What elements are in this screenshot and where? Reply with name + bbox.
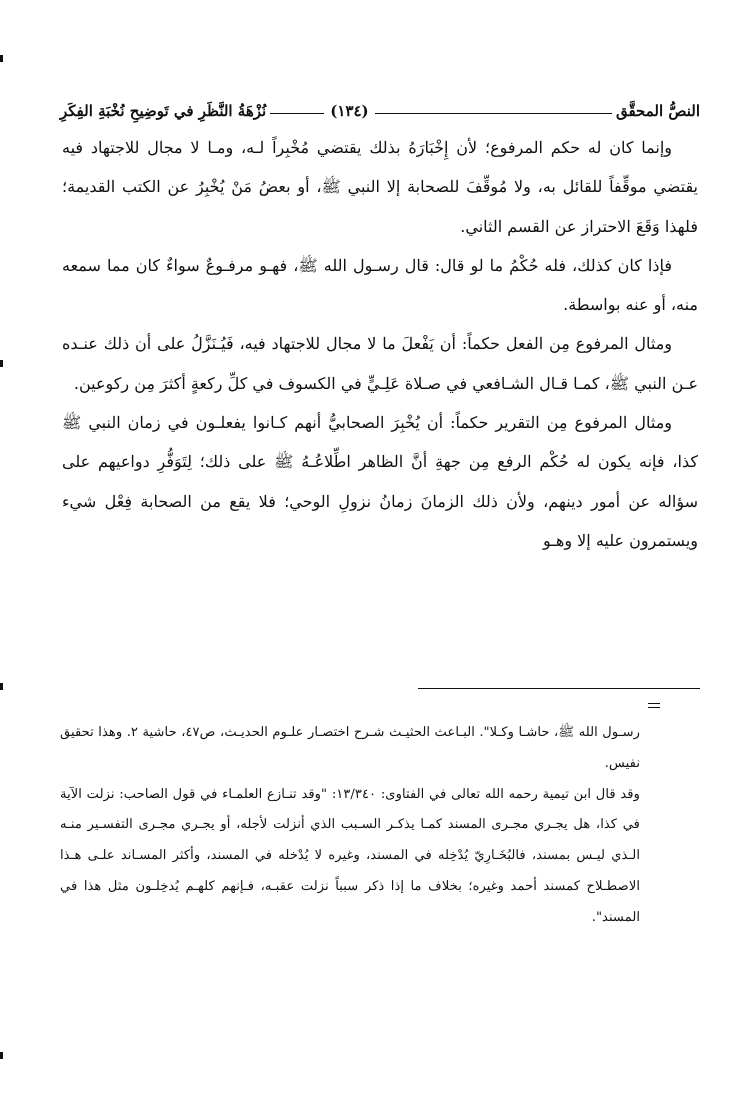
margin-mark-bottom: [0, 1052, 3, 1059]
margin-mark-top: [0, 55, 3, 62]
footnotes: [60, 718, 640, 934]
footnote-continuation-mark: [648, 703, 660, 711]
footnote-separator: [418, 688, 700, 689]
footnote-line-2: وقد قال ابن تيمية رحمه الله تعالى في الفتاوى: ١٣/٣٤٠: "وقد تنـازع العلمـاء في قول الصاحب: نزلت الآية في كذا، هل يجـري مجـرى المسند كمـا يذكـر السـبب الذي أنزلت لأجله، أو يجـري مجـرى التفسـير منـه الـذي ليـس بمسند، فالبُخَـارِيّ يُدْخِله في المسند، وغيره لا يُدْخله في المسند، وأكثر المسـاند علـى هـذا الاصطـلاح كمسند أحمد وغيره؛ بخلاف ما إذا ذكر سبباً نزلت عقبـه، فـإنهم كلهـم يُدخِلـون مثل هذا في المسند".: [60, 786, 640, 925]
book-title: نُزْهَةُ النَّظَرِ في تَوضِيحِ نُخْبَةِ الفِكَرِ: [60, 102, 267, 120]
page-number: (١٣٤): [330, 102, 369, 120]
running-header: [60, 88, 700, 120]
main-text: [62, 128, 698, 560]
paragraph-1: وإنما كان له حكم المرفوع؛ لأن إِخْبَارَهُ بذلك يقتضي مُخْبِراً لـه، ومـا لا مجال للاجتهاد فيه يقتضي موقِّفاً للقائل به، ولا مُوقِّفَ للصحابة إلا النبي ﷺ، أو بعضُ مَنْ يُخْبِرُ عن الكتب القديمة؛ فلهذا وَقَعَ الاحتراز عن القسم الثاني.: [62, 138, 698, 236]
footnote-line-1: رسـول الله ﷺ، حاشـا وكـلا". البـاعث الحثيـث شـرح اختصـار علـوم الحديـث، ص٤٧، حاشية ٢. وهذا تحقيق نفيس.: [60, 725, 640, 771]
section-title: النصُّ المحقَّق: [615, 102, 700, 120]
paragraph-3: ومثال المرفوع مِن الفعل حكماً: أن يَفْعلَ ما لا مجال للاجتهاد فيه، فَيُـنَزَّلُ على أن ذلك عنـده عـن النبي ﷺ، كمـا قـال الشـافعي في صـلاة عَلِـيٍّ في الكسوف في كلِّ ركعةٍ أكثرَ مِن ركوعين.: [62, 334, 698, 393]
margin-mark-middle: [0, 360, 3, 367]
header-rule-left: [270, 113, 324, 114]
header-rule-right: [375, 113, 612, 114]
paragraph-2: فإذا كان كذلك، فله حُكْمُ ما لو قال: قال رسـول الله ﷺ، فهـو مرفـوعٌ سواءٌ كان مما سمعه منه، أو عنه بواسطة.: [62, 255, 698, 315]
paragraph-4: ومثال المرفوع مِن التقرير حكماً: أن يُخْبِرَ الصحابيُّ أنهم كـانوا يفعلـون في زمان النبي ﷺ كذا، فإنه يكون له حُكْم الرفع مِن جهةِ أنَّ الظاهر اطِّلاعُـهُ ﷺ على ذلك؛ لِتَوَفُّرِ دواعيهم على سؤاله عن أمور دينهم، ولأن ذلك الزمانَ زمانُ نزولِ الوحي؛ فلا يقع من الصحابة فِعْل شيء ويستمرون عليه إلا وهـو: [62, 413, 698, 550]
margin-mark-lower: [0, 683, 3, 690]
